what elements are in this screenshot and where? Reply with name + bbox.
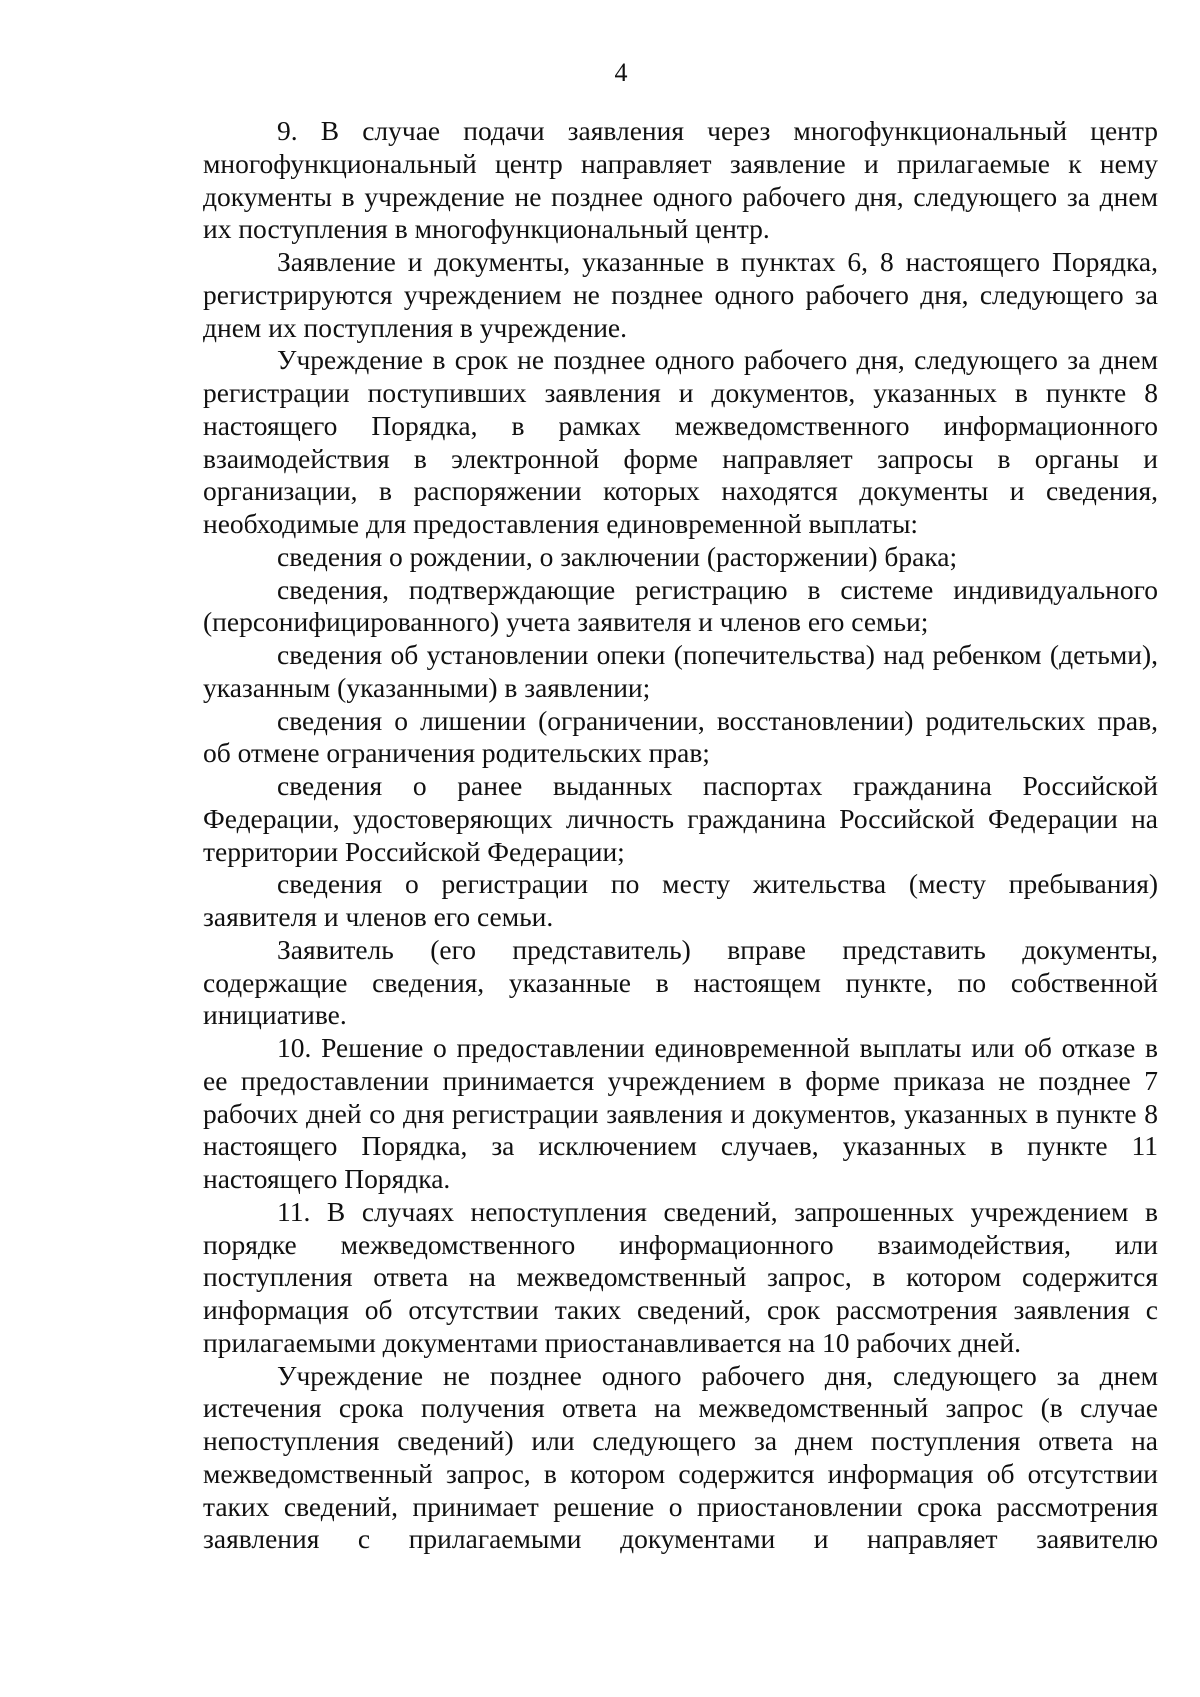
paragraph-own-initiative: Заявитель (его представитель) вправе представить документы, содержащие сведения, указанные в настоящем пункте, по собственной инициативе. <box>203 933 1158 1031</box>
document-body <box>203 115 1158 1556</box>
paragraph-11-suspension: 11. В случаях непоступления сведений, запрошенных учреждением в порядке межведомственного информационного взаимодействия, или поступления ответа на межведомственный запрос, в котором содержится информация об отсутствии таких сведений, срок рассмотрения заявления с прилагаемыми документами приостанавливается на 10 рабочих дней. <box>203 1195 1158 1358</box>
page-number: 4 <box>614 58 628 87</box>
list-item-parental-rights: сведения о лишении (ограничении, восстановлении) родительских прав, об отмене ограничения родительских прав; <box>203 704 1158 769</box>
paragraph-10-decision: 10. Решение о предоставлении единовременной выплаты или об отказе в ее предоставлении принимается учреждением в форме приказа не позднее 7 рабочих дней со дня регистрации заявления и документов, указанных в пункте 8 настоящего Порядка, за исключением случаев, указанных в пункте 11 настоящего Порядка. <box>203 1032 1158 1194</box>
paragraph-registration: Заявление и документы, указанные в пунктах 6, 8 настоящего Порядка, регистрируются учреждением не позднее одного рабочего дня, следующего за днем их поступления в учреждение. <box>203 246 1158 343</box>
list-item-passports: сведения о ранее выданных паспортах гражданина Российской Федерации, удостоверяющих личность гражданина Российской Федерации на территории Российской Федерации; <box>203 770 1158 867</box>
list-item-residence-registration: сведения о регистрации по месту жительства (месту пребывания) заявителя и членов его семьи. <box>203 868 1158 932</box>
list-item-guardianship: сведения об установлении опеки (попечительства) над ребенком (детьми), указанным (указанными) в заявлении; <box>203 639 1158 703</box>
list-item-birth-marriage: сведения о рождении, о заключении (расторжении) брака; <box>277 540 958 572</box>
paragraph-suspension-decision: Учреждение не позднее одного рабочего дня, следующего за днем истечения срока получения ответа на межведомственный запрос (в случае непоступления сведений) или следующего за днем поступления ответа на межведомственный запрос, в котором содержится информация об отсутствии таких сведений, принимает решение о приостановлении срока рассмотрения заявления с прилагаемыми документами и направляет заявителю <box>203 1359 1158 1555</box>
paragraph-9-submission: 9. В случае подачи заявления через многофункциональный центр многофункциональный центр направляет заявление и прилагаемые к нему документы в учреждение не позднее одного рабочего дня, следующего за днем их поступления в многофункциональный центр. <box>203 115 1158 245</box>
paragraph-interagency-requests: Учреждение в срок не позднее одного рабочего дня, следующего за днем регистрации поступивших заявления и документов, указанных в пункте 8 настоящего Порядка, в рамках межведомственного информационного взаимодействия в электронной форме направляет запросы в органы и организации, в распоряжении которых находятся документы и сведения, необходимые для предоставления единовременной выплаты: <box>203 344 1158 539</box>
list-item-personal-accounting: сведения, подтверждающие регистрацию в системе индивидуального (персонифицированного) учета заявителя и членов его семьи; <box>203 573 1158 638</box>
